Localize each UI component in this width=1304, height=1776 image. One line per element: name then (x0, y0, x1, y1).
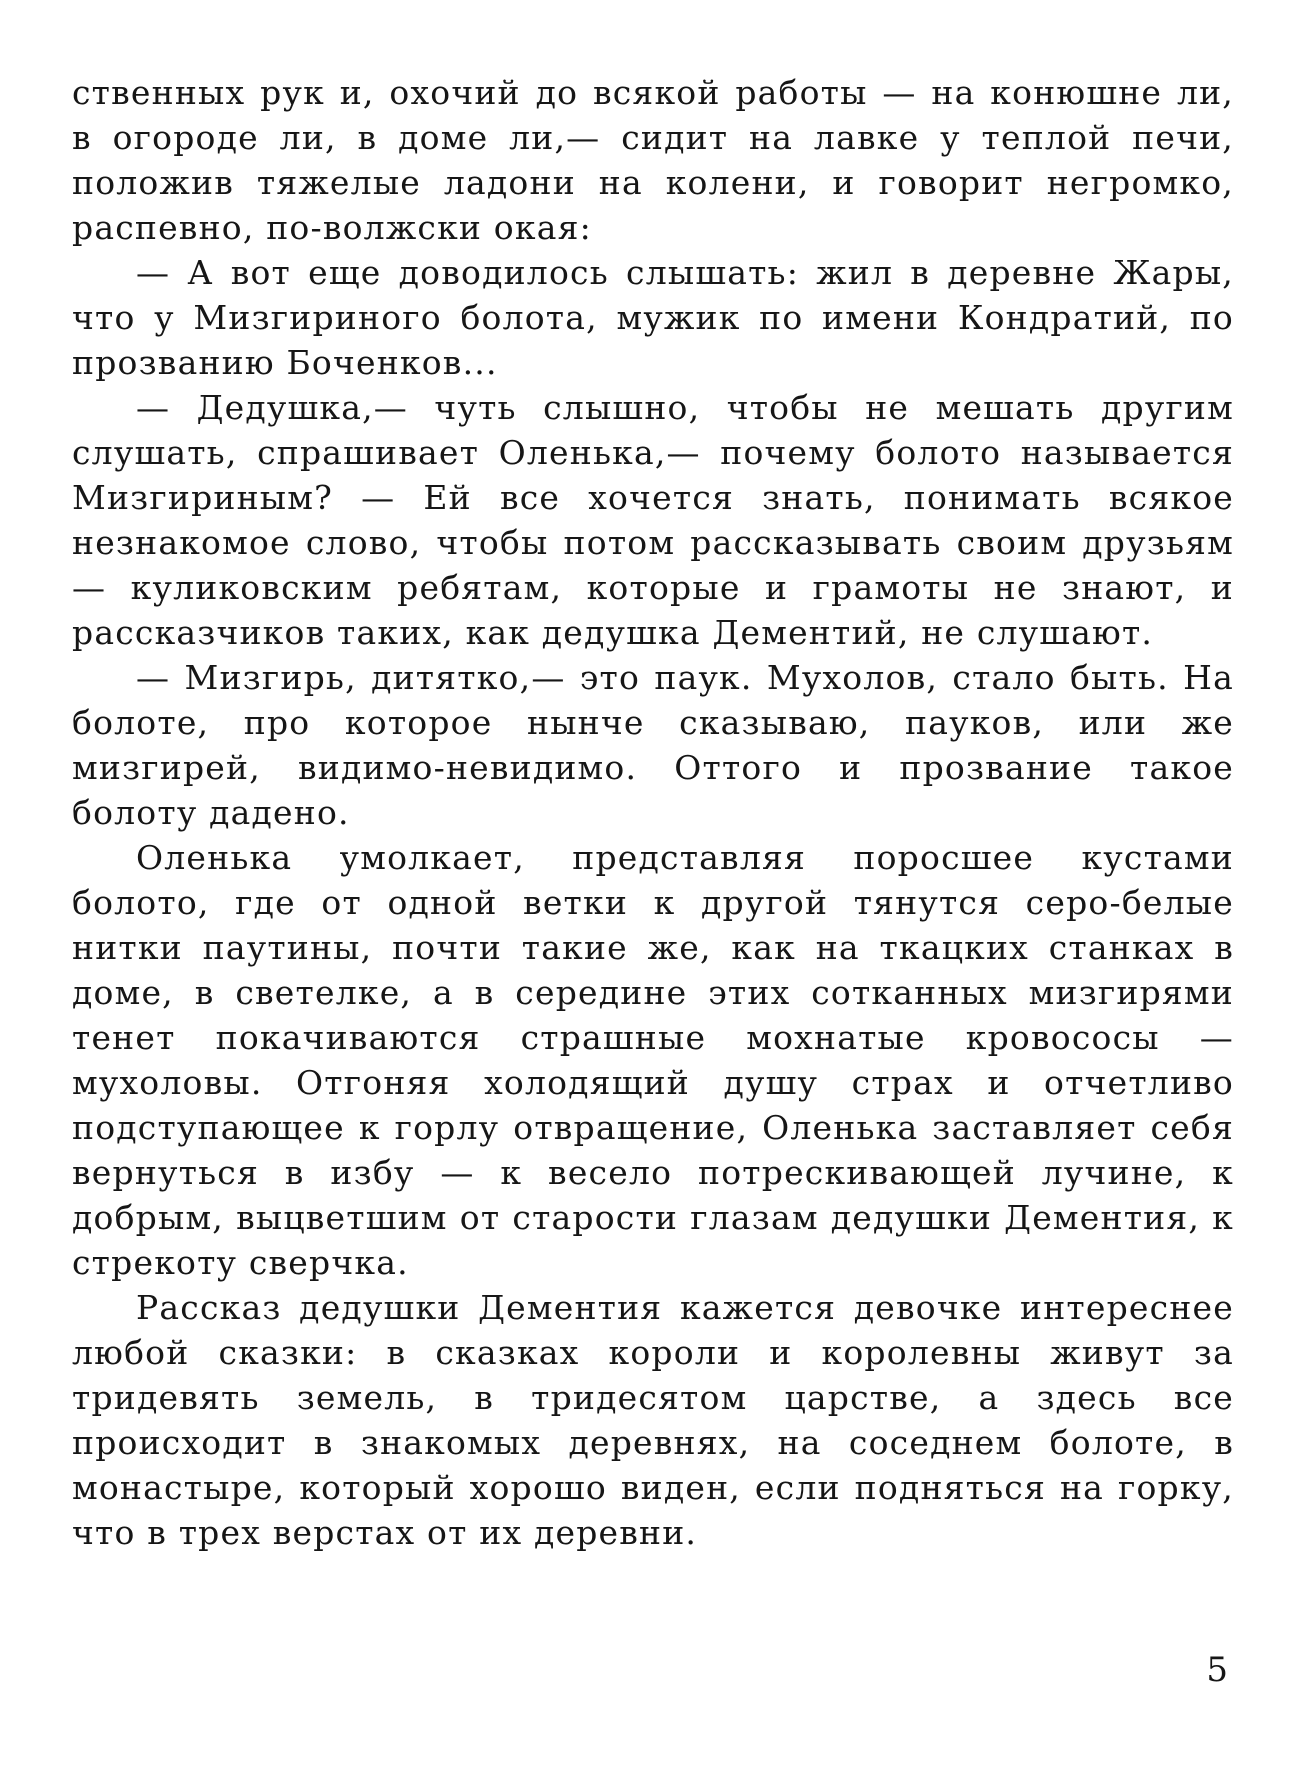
paragraph-4: — Мизгирь, дитятко,— это паук. Мухолов, стало быть. На болоте, про которое нынче сказываю, пауков, или же мизгирей, видимо-невидимо. Оттого и прозвание такое болоту дадено. (72, 658, 1234, 832)
page-number: 5 (1206, 1650, 1228, 1690)
page-body (72, 70, 1234, 1555)
paragraph-2: — А вот еще доводилось слышать: жил в деревне Жары, что у Мизгириного болота, мужик по имени Кондратий, по прозванию Боченков... (72, 253, 1234, 382)
paragraph-5: Оленька умолкает, представляя поросшее кустами болото, где от одной ветки к другой тянутся серо-белые нитки паутины, почти такие же, как на ткацких станках в доме, в светелке, а в середине этих сотканных мизгирями тенет покачиваются страшные мохнатые кровососы — мухоловы. Отгоняя холодящий душу страх и отчетливо подступающее к горлу отвращение, Оленька заставляет себя вернуться в избу — к весело потрескивающей лучине, к добрым, выцветшим от старости глазам дедушки Дементия, к стрекоту сверчка. (72, 838, 1234, 1282)
paragraph-1: ственных рук и, охочий до всякой работы — на конюшне ли, в огороде ли, в доме ли,— сидит на лавке у теплой печи, положив тяжелые ладони на колени, и говорит негромко, распевно, по-волжски окая: (72, 73, 1234, 247)
paragraph-3: — Дедушка,— чуть слышно, чтобы не мешать другим слушать, спрашивает Оленька,— почему болото называется Мизгириным? — Ей все хочется знать, понимать всякое незнакомое слово, чтобы потом рассказывать своим друзьям — куликовским ребятам, которые и грамоты не знают, и рассказчиков таких, как дедушка Дементий, не слушают. (72, 388, 1234, 652)
paragraph-6: Рассказ дедушки Дементия кажется девочке интереснее любой сказки: в сказках короли и королевны живут за тридевять земель, в тридесятом царстве, а здесь все происходит в знакомых деревнях, на соседнем болоте, в монастыре, который хорошо виден, если подняться на горку, что в трех верстах от их деревни. (72, 1288, 1234, 1552)
